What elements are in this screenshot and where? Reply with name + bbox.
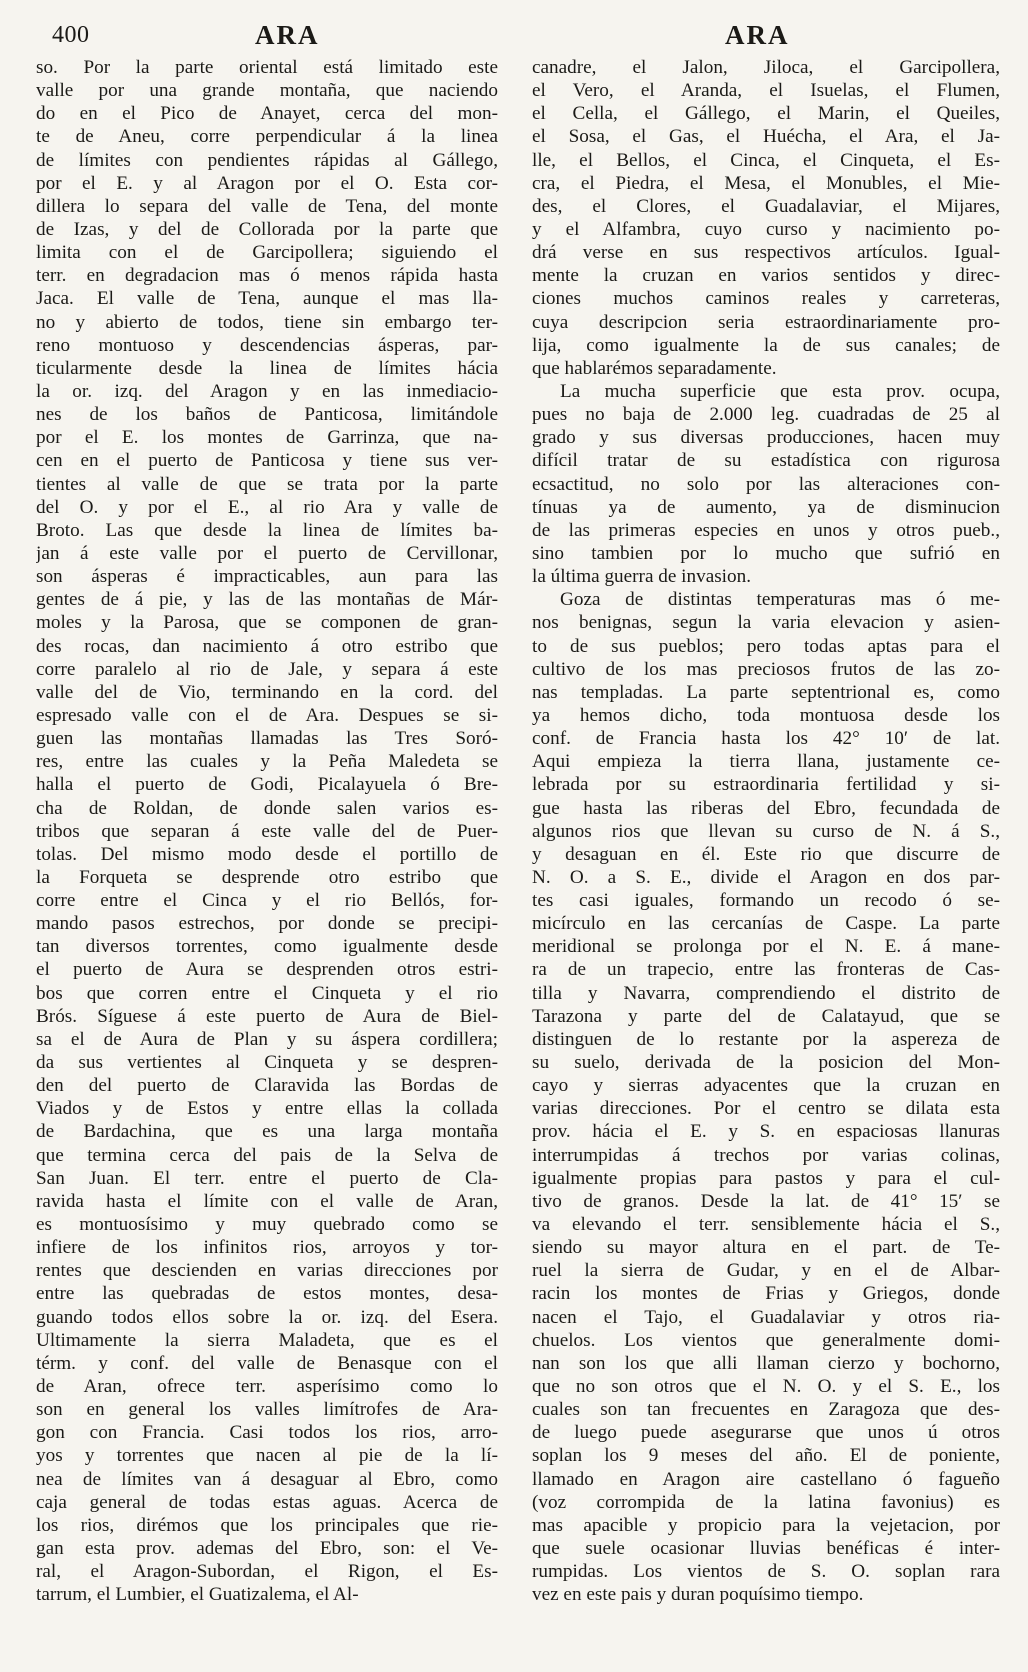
text-line: y el Alfambra, cuyo curso y nacimiento po- xyxy=(532,218,1000,240)
text-line: cultivo de los mas preciosos frutos de las zo- xyxy=(532,658,1000,680)
text-line: de Izas, y del de Collorada por la parte que xyxy=(36,218,498,240)
right-text-column xyxy=(532,56,1000,1606)
text-line: de Aran, ofrece terr. asperísimo como lo xyxy=(36,1376,498,1398)
text-line: gan esta prov. ademas del Ebro, son: el Ve- xyxy=(36,1538,498,1559)
text-line: pues no baja de 2.000 leg. cuadradas de 25 al xyxy=(532,404,1000,426)
text-line: espresado valle con el de Ara. Despues se si- xyxy=(36,704,498,726)
text-line: que hablarémos separadamente. xyxy=(532,357,777,379)
text-line: mente la cruzan en varios sentidos y direc- xyxy=(532,265,1000,287)
text-line: tes casi iguales, formando un recodo ó se- xyxy=(532,890,1000,912)
text-line: chuelos. Los vientos que generalmente domi- xyxy=(532,1329,1000,1351)
text-line: tan diversos torrentes, como igualmente desde xyxy=(36,936,498,958)
text-line: térm. y conf. del valle de Benasque con el xyxy=(36,1352,498,1374)
text-line: moles y la Parosa, que se componen de gran- xyxy=(36,612,498,634)
text-line: Goza de distintas temperaturas mas ó me- xyxy=(560,589,1000,611)
text-line: mando pasos estrechos, por donde se precipi- xyxy=(36,913,498,935)
text-line: que suele ocasionar lluvias benéficas é inter- xyxy=(532,1538,1000,1559)
text-line: los rios, dirémos que los principales que rie- xyxy=(36,1514,498,1536)
text-line: tínuas ya de aumento, ya de disminucion xyxy=(532,496,1000,518)
text-line: (voz corrompida de la latina favonius) es xyxy=(532,1491,1000,1513)
text-line: y desaguan en él. Este rio que discurre de xyxy=(532,843,1000,865)
text-line: reno montuoso y descendencias ásperas, par- xyxy=(36,334,498,356)
text-line: des, el Clores, el Guadalaviar, el Mijares, xyxy=(532,195,1000,217)
text-line: el Vero, el Aranda, el Isuelas, el Flumen, xyxy=(532,80,1000,102)
text-line: te de Aneu, corre perpendicular á la linea xyxy=(36,126,498,148)
text-line: va elevando el terr. sensiblemente hácia el S., xyxy=(532,1214,1000,1236)
text-line: la última guerra de invasion. xyxy=(532,566,751,588)
text-line: res, entre las cuales y la Peña Maledeta se xyxy=(36,751,498,773)
text-line: ecsactitud, no solo por las alteraciones con- xyxy=(532,473,1000,495)
text-line: guando todos ellos sobre la or. izq. del Esera. xyxy=(36,1306,498,1328)
text-line: nea de límites van á desaguar al Ebro, como xyxy=(36,1468,498,1490)
text-line: sino tambien por lo mucho que sufrió en xyxy=(532,542,1000,564)
text-line: siendo su mayor altura en el part. de Te- xyxy=(532,1237,1000,1259)
text-line: ra de un trapecio, entre las fronteras de Cas- xyxy=(532,959,1000,981)
text-line: de las primeras especies en unos y otros pueb., xyxy=(532,519,1000,541)
text-line: cen en el puerto de Panticosa y tiene sus ver- xyxy=(36,450,498,472)
text-line: difícil tratar de su estadística con rigurosa xyxy=(532,450,1000,472)
text-line: to de sus pueblos; pero todas aptas para el xyxy=(532,635,1000,657)
text-line: cuales son tan frecuentes en Zaragoza que des- xyxy=(532,1399,1000,1421)
text-line: por el E. los montes de Garrinza, que na- xyxy=(36,427,498,449)
text-line: el Cella, el Gállego, el Marin, el Queiles, xyxy=(532,103,1000,125)
text-line: del O. y por el E., al rio Ara y valle de xyxy=(36,496,498,518)
text-line: do en el Pico de Anayet, cerca del mon- xyxy=(36,103,498,125)
text-line: ravida hasta el límite con el valle de Aran, xyxy=(36,1190,498,1212)
text-line: llamado en Aragon aire castellano ó fagueño xyxy=(532,1468,1000,1490)
text-line: ya hemos dicho, toda montuosa desde los xyxy=(532,704,1000,726)
text-line: interrumpidas á trechos por varias colinas, xyxy=(532,1144,1000,1166)
text-line: valle del de Vio, terminando en la cord. del xyxy=(36,681,498,703)
text-line: tivo de granos. Desde la lat. de 41° 15′ se xyxy=(532,1190,1000,1212)
text-line: nan son los que alli llaman cierzo y bochorno, xyxy=(532,1352,1000,1374)
text-line: Ultimamente la sierra Maladeta, que es el xyxy=(36,1329,498,1351)
text-line: de límites con pendientes rápidas al Gállego, xyxy=(36,149,498,171)
text-line: limita con el de Garcipollera; siguiendo el xyxy=(36,242,498,264)
text-line: infiere de los infinitos rios, arroyos y tor- xyxy=(36,1237,498,1259)
text-line: cayo y sierras adyacentes que la cruzan en xyxy=(532,1075,1000,1097)
text-line: tarrum, el Lumbier, el Guatizalema, el Al- xyxy=(36,1584,359,1606)
running-header-right: ARA xyxy=(725,20,790,50)
text-line: bos que corren entre el Cinqueta y el rio xyxy=(36,982,498,1004)
text-line: cuya descripcion seria estraordinariamente pro- xyxy=(532,311,1000,333)
text-line: La mucha superficie que esta prov. ocupa, xyxy=(560,380,1000,402)
text-line: algunos rios que llevan su curso de N. á S., xyxy=(532,820,1000,842)
text-line: corre paralelo al rio de Jale, y separa á este xyxy=(36,658,498,680)
text-line: lle, el Bellos, el Cinca, el Cinqueta, el Es- xyxy=(532,149,1000,171)
text-line: Aqui empieza la tierra llana, justamente ce- xyxy=(532,751,1000,773)
text-line: distinguen de lo restante por la aspereza de xyxy=(532,1028,1000,1050)
text-line: varias direcciones. Por el centro se dilata esta xyxy=(532,1098,1000,1120)
text-line: soplan los 9 meses del año. El de poniente, xyxy=(532,1445,1000,1467)
text-line: no y abierto de todos, tiene sin embargo ter- xyxy=(36,311,498,333)
text-line: grado y sus diversas producciones, hacen muy xyxy=(532,427,1000,449)
text-line: gue hasta las riberas del Ebro, fecundada de xyxy=(532,797,1000,819)
text-line: tientes al valle de que se trata por la parte xyxy=(36,473,498,495)
text-line: terr. en degradacion mas ó menos rápida hasta xyxy=(36,265,498,287)
text-line: cra, el Piedra, el Mesa, el Monubles, el Mie- xyxy=(532,172,1000,194)
text-line: tolas. Del mismo modo desde el portillo de xyxy=(36,843,498,865)
text-line: el puerto de Aura se desprenden otros estri- xyxy=(36,959,498,981)
left-text-column xyxy=(36,56,498,1606)
text-line: la Forqueta se desprende otro estribo que xyxy=(36,866,498,888)
text-line: gentes de á pie, y las de las montañas de Már- xyxy=(36,589,498,611)
text-line: vez en este pais y duran poquísimo tiempo. xyxy=(532,1584,864,1606)
text-line: sa el de Aura de Plan y su áspera cordillera; xyxy=(36,1028,498,1050)
text-line: ruel la sierra de Gudar, y en el de Albar- xyxy=(532,1260,1000,1282)
text-line: N. O. a S. E., divide el Aragon en dos par- xyxy=(532,866,1000,888)
text-line: ticularmente desde la linea de límites hácia xyxy=(36,357,498,379)
text-line: entre las quebradas de estos montes, desa- xyxy=(36,1283,498,1305)
text-line: conf. de Francia hasta los 42° 10′ de lat. xyxy=(532,728,1000,750)
text-line: son ásperas é impracticables, aun para las xyxy=(36,566,498,588)
text-line: den del puerto de Claravida las Bordas de xyxy=(36,1075,498,1097)
text-line: de Bardachina, que es una larga montaña xyxy=(36,1121,498,1143)
text-line: es montuosísimo y muy quebrado como se xyxy=(36,1214,498,1236)
text-line: el Sosa, el Gas, el Huécha, el Ara, el Ja- xyxy=(532,126,1000,148)
text-line: micírculo en las cercanías de Caspe. La parte xyxy=(532,913,1000,935)
text-line: nes de los baños de Panticosa, limitándole xyxy=(36,404,498,426)
text-line: lebrada por su estraordinaria fertilidad y si- xyxy=(532,774,1000,796)
text-line: igualmente propias para pastos y para el cul- xyxy=(532,1167,1000,1189)
text-line: dillera lo separa del valle de Tena, del monte xyxy=(36,195,498,217)
text-line: Broto. Las que desde la linea de límites ba- xyxy=(36,519,498,541)
text-line: drá verse en sus respectivos artículos. Igual- xyxy=(532,242,1000,264)
text-line: rentes que descienden en varias direcciones por xyxy=(36,1260,498,1282)
text-line: mas apacible y propicio para la vejetacion, por xyxy=(532,1514,1000,1536)
text-line: Tarazona y parte del de Calatayud, que se xyxy=(532,1005,1000,1027)
text-line: son en general los valles limítrofes de Ara- xyxy=(36,1399,498,1421)
text-line: gon con Francia. Casi todos los rios, arro- xyxy=(36,1422,498,1444)
text-line: lija, como igualmente la de sus canales; de xyxy=(532,334,1000,356)
text-line: caja general de todas estas aguas. Acerca de xyxy=(36,1491,498,1513)
text-line: tilla y Navarra, comprendiendo el distrito de xyxy=(532,982,1000,1004)
running-header-left: ARA xyxy=(255,20,320,50)
text-line: tribos que separan á este valle del de Puer- xyxy=(36,820,498,842)
text-line: da sus vertientes al Cinqueta y se despren- xyxy=(36,1052,498,1074)
text-line: nos benignas, segun la varia elevacion y asien- xyxy=(532,612,1000,634)
text-line: que no son otros que el N. O. y el S. E., los xyxy=(532,1376,1000,1398)
text-line: canadre, el Jalon, Jiloca, el Garcipollera, xyxy=(532,57,1000,78)
text-line: Brós. Síguese á este puerto de Aura de Biel- xyxy=(36,1005,498,1027)
page-number: 400 xyxy=(52,22,90,48)
text-line: que termina cerca del pais de la Selva de xyxy=(36,1144,498,1166)
text-line: guen las montañas llamadas las Tres Soró- xyxy=(36,728,498,750)
text-line: Viados y de Estos y entre ellas la collada xyxy=(36,1098,498,1120)
text-line: meridional se prolonga por el N. E. á mane- xyxy=(532,936,1000,958)
text-line: San Juan. El terr. entre el puerto de Cla- xyxy=(36,1167,498,1189)
text-line: corre entre el Cinca y el rio Bellós, for- xyxy=(36,890,498,912)
text-line: jan á este valle por el puerto de Cervillonar, xyxy=(36,542,498,564)
text-line: por el E. y al Aragon por el O. Esta cor- xyxy=(36,172,498,194)
text-line: racin los montes de Frias y Griegos, donde xyxy=(532,1283,1000,1305)
text-line: rumpidas. Los vientos de S. O. soplan rara xyxy=(532,1561,1000,1583)
text-line: nas templadas. La parte septentrional es, como xyxy=(532,681,1000,703)
text-line: de luego puede asegurarse que unos ú otros xyxy=(532,1422,1000,1444)
text-line: yos y torrentes que nacen al pie de la lí- xyxy=(36,1445,498,1467)
text-line: nacen el Tajo, el Guadalaviar y otros ria- xyxy=(532,1306,1000,1328)
text-line: la or. izq. del Aragon y en las inmediacio- xyxy=(36,380,498,402)
text-line: prov. hácia el E. y S. en espaciosas llanuras xyxy=(532,1121,1000,1143)
text-line: halla el puerto de Godi, Picalayuela ó Bre- xyxy=(36,774,498,796)
text-line: ral, el Aragon-Subordan, el Rigon, el Es- xyxy=(36,1561,498,1583)
text-line: so. Por la parte oriental está limitado este xyxy=(36,57,498,78)
text-line: cha de Roldan, de donde salen varios es- xyxy=(36,797,498,819)
text-line: su suelo, derivada de la posicion del Mon- xyxy=(532,1052,1000,1074)
text-line: valle por una grande montaña, que naciendo xyxy=(36,80,498,102)
text-line: ciones muchos caminos reales y carreteras, xyxy=(532,288,1000,310)
text-line: Jaca. El valle de Tena, aunque el mas lla- xyxy=(36,288,498,310)
text-line: des rocas, dan nacimiento á otro estribo que xyxy=(36,635,498,657)
